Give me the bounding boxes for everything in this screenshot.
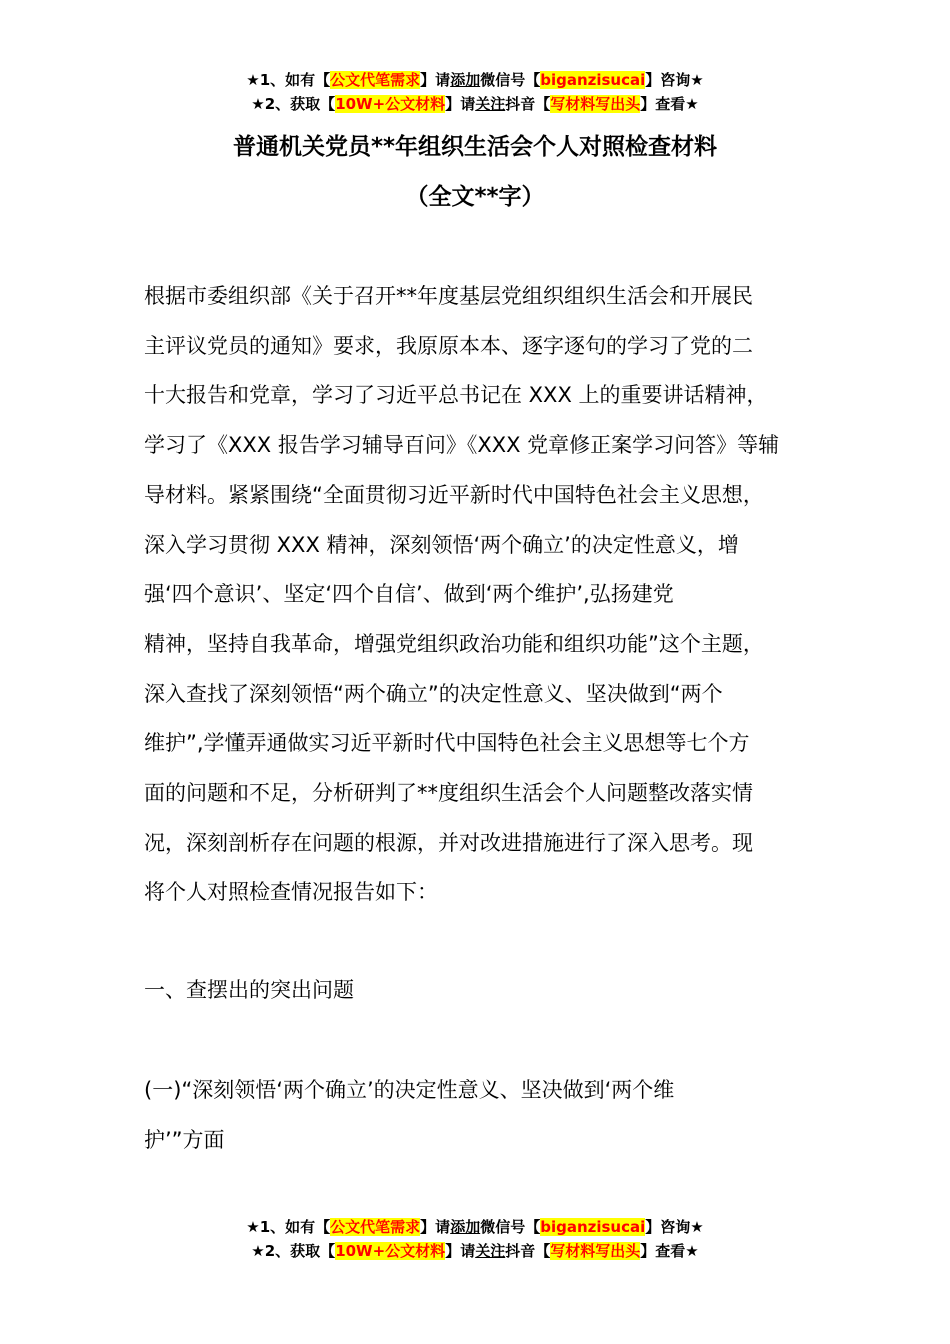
intro-paragraph (144, 272, 834, 918)
banner-text: 】请 (445, 1242, 476, 1260)
banner-emphasis: 关注 (475, 95, 506, 113)
banner-text: 抖音【 (505, 1242, 551, 1260)
banner-line-2 (0, 92, 950, 116)
douyin-account-link[interactable]: 写材料写出头 (550, 95, 641, 113)
materials-link[interactable]: 10W+公文材料 (335, 1242, 446, 1260)
banner-emphasis: 添加 (450, 1218, 481, 1236)
paragraph-line: 精神，坚持自我革命，增强党组织政治功能和组织功能”这个主题， (144, 631, 764, 656)
document-subtitle: （全文**字） (405, 184, 545, 210)
banner-text: 抖音【 (505, 95, 551, 113)
banner-text: 微信号【 (480, 71, 541, 89)
ghostwriting-link[interactable]: 公文代笔需求 (330, 1218, 421, 1236)
paragraph-line: 根据市委组织部《关于召开**年度基层党组织组织生活会和开展民 (144, 284, 753, 308)
banner-text: ★1、如有【 (246, 1218, 331, 1236)
banner-text: 】请 (445, 95, 476, 113)
banner-line-1 (0, 1215, 950, 1239)
banner-text: 】请 (420, 1218, 451, 1236)
bottom-banner (0, 1215, 950, 1263)
wechat-id-link[interactable]: biganzisucai (540, 1218, 646, 1236)
paragraph-line: 将个人对照检查情况报告如下： (144, 880, 438, 905)
ghostwriting-link[interactable]: 公文代笔需求 (330, 71, 421, 89)
banner-emphasis: 关注 (475, 1242, 506, 1260)
banner-text: 】查看★ (640, 95, 699, 113)
subsection-heading (144, 1066, 834, 1165)
section-heading (144, 966, 834, 1016)
paragraph-line: 主评议党员的通知》要求，我原原本本、逐字逐句的学习了党的二 (144, 333, 753, 358)
paragraph-line: 深入学习贯彻 XXX 精神，深刻领悟‘两个确立’的决定性意义，增 (144, 532, 739, 557)
subsection-heading-line: (一)“深刻领悟‘两个确立’的决定性意义、坚决做到‘两个维 (144, 1078, 675, 1102)
top-banner (0, 68, 950, 116)
section-heading-text: 一、查摆出的突出问题 (144, 978, 354, 1002)
paragraph-line: 十大报告和党章，学习了习近平总书记在 XXX 上的重要讲话精神， (144, 383, 768, 408)
banner-line-2 (0, 1239, 950, 1263)
banner-text: 】咨询★ (645, 71, 704, 89)
banner-line-1 (0, 68, 950, 92)
paragraph-line: 维护”,学懂弄通做实习近平新时代中国特色社会主义思想等七个方 (144, 731, 750, 756)
banner-text: 】请 (420, 71, 451, 89)
materials-link[interactable]: 10W+公文材料 (335, 95, 446, 113)
banner-text: ★2、获取【 (251, 95, 336, 113)
banner-text: 微信号【 (480, 1218, 541, 1236)
banner-text: ★2、获取【 (251, 1242, 336, 1260)
paragraph-line: 深入查找了深刻领悟“两个确立”的决定性意义、坚决做到“两个 (144, 681, 723, 706)
paragraph-line: 学习了《XXX 报告学习辅导百问》《XXX 党章修正案学习问答》等辅 (144, 433, 780, 458)
douyin-account-link[interactable]: 写材料写出头 (550, 1242, 641, 1260)
paragraph-line: 面的问题和不足，分析研判了**度组织生活会个人问题整改落实情 (144, 781, 753, 806)
paragraph-line: 强‘四个意识’、坚定‘四个自信’、做到‘两个维护’,弘扬建党 (144, 582, 674, 607)
subsection-heading-line: 护’”方面 (144, 1127, 225, 1152)
document-title: 普通机关党员**年组织生活会个人对照检查材料 (232, 134, 718, 160)
paragraph-line: 况，深刻剖析存在问题的根源，并对改进措施进行了深入思考。现 (144, 830, 753, 855)
wechat-id-link[interactable]: biganzisucai (540, 71, 646, 89)
paragraph-line: 导材料。紧紧围绕“全面贯彻习近平新时代中国特色社会主义思想， (144, 482, 764, 507)
banner-text: 】咨询★ (645, 1218, 704, 1236)
banner-text: 】查看★ (640, 1242, 699, 1260)
banner-emphasis: 添加 (450, 71, 481, 89)
banner-text: ★1、如有【 (246, 71, 331, 89)
